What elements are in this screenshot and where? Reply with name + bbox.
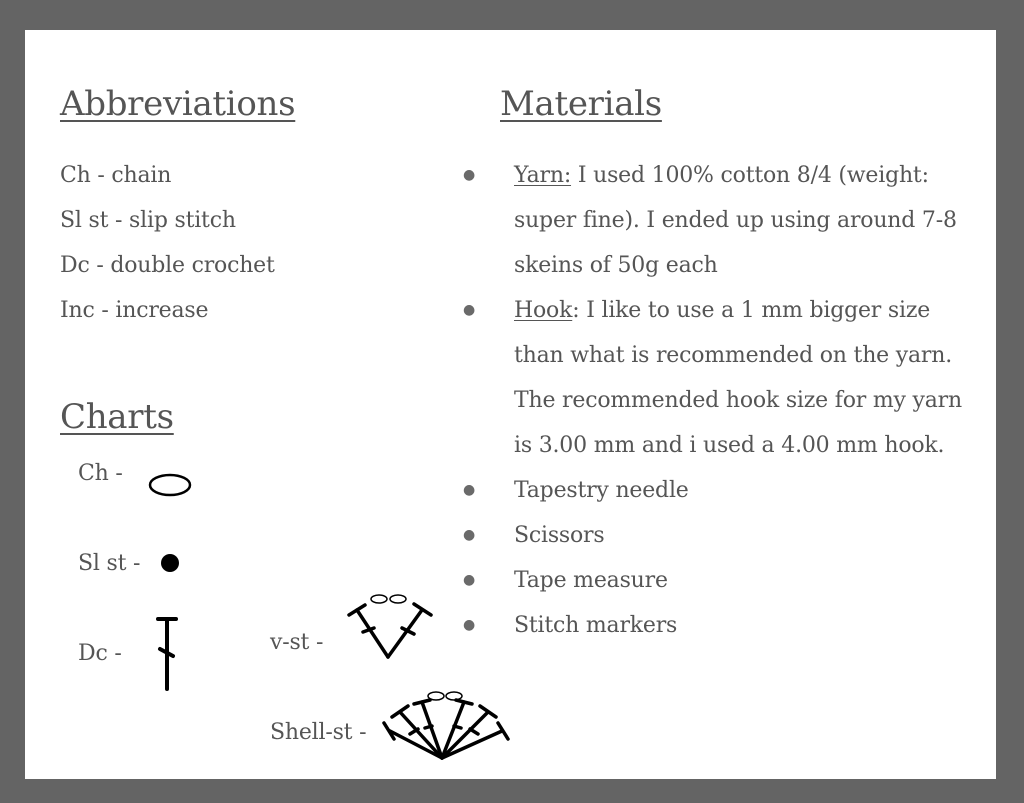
v-stitch-icon <box>342 590 442 664</box>
material-item <box>455 468 980 513</box>
material-item <box>455 558 980 603</box>
materials-heading: Materials <box>500 84 662 124</box>
slip-stitch-dot-icon <box>155 548 185 578</box>
bullet-icon: ● <box>463 572 476 588</box>
material-label: Hook <box>514 298 573 323</box>
bullet-icon: ● <box>463 167 476 183</box>
abbreviations-list <box>60 153 275 333</box>
material-text: Stitch markers <box>514 613 678 638</box>
double-crochet-icon <box>152 613 182 693</box>
material-label: Yarn: <box>514 163 572 188</box>
chart-label-shell-stitch: Shell-st - <box>270 720 367 745</box>
material-text: : I like to use a 1 mm bigger size than what is recommended on the yarn. The recommended hook size for my yarn is 3.00 mm and i used a 4.00 mm hook. <box>514 298 962 458</box>
abbreviation-item: Inc - increase <box>60 298 209 323</box>
materials-list <box>455 153 980 648</box>
bullet-icon: ● <box>463 617 476 633</box>
material-text: I used 100% cotton 8/4 (weight: super fine). I ended up using around 7-8 skeins of 50g each <box>514 163 957 278</box>
abbreviation-item: Ch - chain <box>60 163 172 188</box>
chain-icon <box>140 467 200 503</box>
material-text: Scissors <box>514 523 605 548</box>
material-item <box>455 603 980 648</box>
charts-heading: Charts <box>60 397 174 437</box>
shell-stitch-icon <box>380 686 520 762</box>
material-text: Tapestry needle <box>514 478 689 503</box>
chart-label-double-crochet: Dc - <box>78 641 122 666</box>
chart-label-slip-stitch: Sl st - <box>78 551 141 576</box>
bullet-icon: ● <box>463 302 476 318</box>
bullet-icon: ● <box>463 482 476 498</box>
material-item-hook <box>455 288 980 468</box>
abbreviation-item: Sl st - slip stitch <box>60 208 236 233</box>
bullet-icon: ● <box>463 527 476 543</box>
material-item-yarn <box>455 153 980 288</box>
abbreviation-item: Dc - double crochet <box>60 253 275 278</box>
abbreviations-heading: Abbreviations <box>60 84 296 124</box>
material-text: Tape measure <box>514 568 668 593</box>
chart-label-v-stitch: v-st - <box>270 630 324 655</box>
chart-label-chain: Ch - <box>78 461 123 486</box>
page <box>25 30 996 779</box>
material-item <box>455 513 980 558</box>
